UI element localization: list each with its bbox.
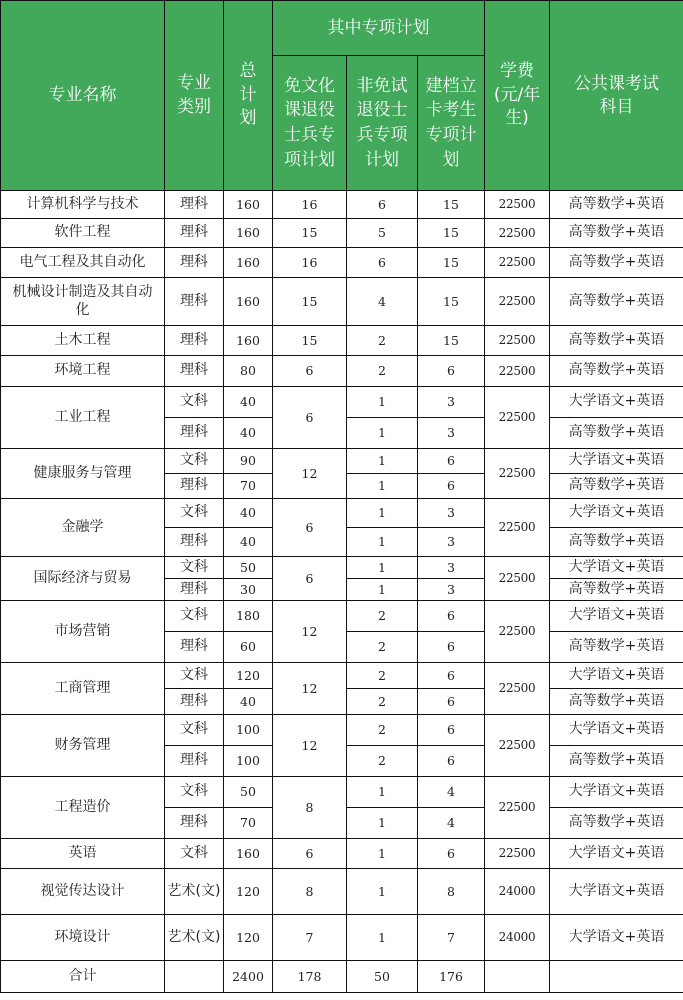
cell-major-name: 市场营销 — [1, 601, 165, 663]
cell-category: 文科 — [165, 601, 224, 632]
cell-category: 文科 — [165, 557, 224, 579]
cell-special-nonexempt-veterans: 4 — [347, 278, 418, 326]
cell-special-poverty-registered: 4 — [418, 808, 485, 839]
cell-major-name: 软件工程 — [1, 219, 165, 248]
cell-special-poverty-registered: 6 — [418, 839, 485, 869]
table-row — [1, 869, 683, 915]
cell-exam-subjects: 大学语文+英语 — [550, 777, 683, 808]
cell-exam-subjects: 大学语文+英语 — [550, 715, 683, 746]
cell-special-exempt-veterans: 6 — [273, 557, 347, 601]
cell-category: 艺术(文) — [165, 869, 224, 915]
cell-special-nonexempt-veterans: 1 — [347, 808, 418, 839]
cell-tuition: 22500 — [485, 278, 550, 326]
cell-exam-subjects: 高等数学+英语 — [550, 326, 683, 356]
cell-special-nonexempt-veterans: 1 — [347, 499, 418, 528]
table-row — [1, 219, 683, 248]
cell-special-poverty-registered: 6 — [418, 632, 485, 663]
cell-exam-subjects: 高等数学+英语 — [550, 219, 683, 248]
cell-special-poverty-registered: 6 — [418, 601, 485, 632]
header-special-poverty-registered: 建档立卡考生专项计划 — [418, 56, 485, 191]
cell-total-plan: 40 — [224, 689, 273, 715]
cell-exam-subjects: 高等数学+英语 — [550, 579, 683, 601]
cell-category: 理科 — [165, 808, 224, 839]
cell-total-plan: 180 — [224, 601, 273, 632]
cell-special-nonexempt-veterans: 1 — [347, 915, 418, 961]
cell-tuition: 22500 — [485, 356, 550, 387]
cell-total-plan: 40 — [224, 387, 273, 418]
cell-special-poverty-registered: 15 — [418, 248, 485, 278]
cell-exam-subjects: 高等数学+英语 — [550, 418, 683, 449]
cell-tuition: 24000 — [485, 915, 550, 961]
cell-total-plan: 120 — [224, 869, 273, 915]
cell-total-plan: 60 — [224, 632, 273, 663]
cell-totals-total-plan: 2400 — [224, 961, 273, 993]
cell-tuition: 22500 — [485, 326, 550, 356]
cell-exam-subjects: 大学语文+英语 — [550, 387, 683, 418]
cell-special-nonexempt-veterans: 1 — [347, 449, 418, 474]
cell-special-exempt-veterans: 16 — [273, 248, 347, 278]
cell-tuition: 22500 — [485, 777, 550, 839]
cell-special-poverty-registered: 7 — [418, 915, 485, 961]
cell-special-exempt-veterans: 6 — [273, 356, 347, 387]
table-row — [1, 449, 683, 474]
cell-special-poverty-registered: 3 — [418, 557, 485, 579]
totals-row — [1, 961, 683, 993]
cell-major-name: 工商管理 — [1, 663, 165, 715]
cell-exam-subjects: 高等数学+英语 — [550, 528, 683, 557]
cell-special-nonexempt-veterans: 1 — [347, 418, 418, 449]
cell-special-nonexempt-veterans: 1 — [347, 528, 418, 557]
cell-special-exempt-veterans: 12 — [273, 449, 347, 499]
cell-special-nonexempt-veterans: 2 — [347, 326, 418, 356]
cell-special-exempt-veterans: 12 — [273, 663, 347, 715]
cell-totals-special-1: 178 — [273, 961, 347, 993]
cell-special-poverty-registered: 15 — [418, 278, 485, 326]
cell-special-nonexempt-veterans: 5 — [347, 219, 418, 248]
cell-category: 理科 — [165, 689, 224, 715]
cell-category: 理科 — [165, 356, 224, 387]
cell-total-plan: 160 — [224, 248, 273, 278]
cell-category: 理科 — [165, 248, 224, 278]
cell-major-name: 财务管理 — [1, 715, 165, 777]
cell-special-poverty-registered: 6 — [418, 474, 485, 499]
cell-total-plan: 90 — [224, 449, 273, 474]
cell-total-plan: 50 — [224, 777, 273, 808]
cell-special-poverty-registered: 15 — [418, 219, 485, 248]
cell-special-poverty-registered: 3 — [418, 499, 485, 528]
cell-total-plan: 160 — [224, 191, 273, 219]
cell-major-name: 机械设计制造及其自动化 — [1, 278, 165, 326]
cell-category: 文科 — [165, 663, 224, 689]
cell-exam-subjects: 大学语文+英语 — [550, 663, 683, 689]
table-row — [1, 777, 683, 808]
table-row — [1, 557, 683, 579]
cell-special-exempt-veterans: 8 — [273, 777, 347, 839]
cell-special-nonexempt-veterans: 2 — [347, 746, 418, 777]
cell-special-exempt-veterans: 6 — [273, 839, 347, 869]
cell-tuition: 22500 — [485, 839, 550, 869]
cell-special-poverty-registered: 6 — [418, 746, 485, 777]
table-body — [1, 191, 683, 993]
cell-category: 文科 — [165, 387, 224, 418]
table-header — [1, 1, 683, 191]
cell-tuition: 22500 — [485, 387, 550, 449]
cell-special-poverty-registered: 15 — [418, 191, 485, 219]
cell-category: 文科 — [165, 449, 224, 474]
cell-special-exempt-veterans: 16 — [273, 191, 347, 219]
cell-special-exempt-veterans: 6 — [273, 387, 347, 449]
cell-special-nonexempt-veterans: 2 — [347, 715, 418, 746]
cell-special-nonexempt-veterans: 6 — [347, 191, 418, 219]
cell-total-plan: 160 — [224, 219, 273, 248]
header-special-nonexempt-veterans: 非免试退役士兵专项计划 — [347, 56, 418, 191]
cell-special-nonexempt-veterans: 1 — [347, 474, 418, 499]
cell-category: 理科 — [165, 278, 224, 326]
cell-total-plan: 120 — [224, 915, 273, 961]
cell-category: 文科 — [165, 499, 224, 528]
table-row — [1, 278, 683, 326]
cell-exam-subjects: 大学语文+英语 — [550, 869, 683, 915]
cell-special-poverty-registered: 4 — [418, 777, 485, 808]
cell-special-nonexempt-veterans: 1 — [347, 869, 418, 915]
cell-category: 理科 — [165, 579, 224, 601]
table-row — [1, 663, 683, 689]
header-exam-subjects: 公共课考试科目 — [550, 1, 683, 191]
cell-major-name: 计算机科学与技术 — [1, 191, 165, 219]
cell-special-nonexempt-veterans: 1 — [347, 387, 418, 418]
cell-special-poverty-registered: 6 — [418, 356, 485, 387]
cell-special-nonexempt-veterans: 2 — [347, 689, 418, 715]
cell-special-poverty-registered: 6 — [418, 663, 485, 689]
cell-special-nonexempt-veterans: 1 — [347, 839, 418, 869]
cell-exam-subjects: 大学语文+英语 — [550, 557, 683, 579]
cell-totals-label: 合计 — [1, 961, 165, 993]
table-row — [1, 601, 683, 632]
cell-major-name: 环境设计 — [1, 915, 165, 961]
cell-tuition: 22500 — [485, 219, 550, 248]
table-row — [1, 248, 683, 278]
cell-major-name: 金融学 — [1, 499, 165, 557]
table-row — [1, 356, 683, 387]
cell-total-plan: 50 — [224, 557, 273, 579]
cell-exam-subjects: 大学语文+英语 — [550, 449, 683, 474]
cell-tuition: 22500 — [485, 715, 550, 777]
cell-exam-subjects: 大学语文+英语 — [550, 601, 683, 632]
cell-exam-subjects: 大学语文+英语 — [550, 915, 683, 961]
cell-exam-subjects: 高等数学+英语 — [550, 632, 683, 663]
cell-special-poverty-registered: 15 — [418, 326, 485, 356]
cell-exam-subjects: 大学语文+英语 — [550, 499, 683, 528]
cell-tuition: 22500 — [485, 663, 550, 715]
cell-category: 理科 — [165, 746, 224, 777]
cell-major-name: 土木工程 — [1, 326, 165, 356]
header-total-plan: 总计划 — [224, 1, 273, 191]
table-row — [1, 191, 683, 219]
cell-total-plan: 40 — [224, 528, 273, 557]
cell-special-nonexempt-veterans: 1 — [347, 777, 418, 808]
table-row — [1, 499, 683, 528]
cell-major-name: 健康服务与管理 — [1, 449, 165, 499]
cell-special-poverty-registered: 3 — [418, 418, 485, 449]
cell-special-nonexempt-veterans: 1 — [347, 557, 418, 579]
cell-special-nonexempt-veterans: 6 — [347, 248, 418, 278]
cell-tuition: 22500 — [485, 557, 550, 601]
cell-total-plan: 120 — [224, 663, 273, 689]
table-row — [1, 326, 683, 356]
cell-total-plan: 70 — [224, 808, 273, 839]
cell-exam-subjects: 高等数学+英语 — [550, 808, 683, 839]
cell-special-poverty-registered: 3 — [418, 387, 485, 418]
cell-special-poverty-registered: 6 — [418, 449, 485, 474]
cell-category: 理科 — [165, 418, 224, 449]
cell-major-name: 国际经济与贸易 — [1, 557, 165, 601]
cell-special-exempt-veterans: 6 — [273, 499, 347, 557]
cell-category: 理科 — [165, 632, 224, 663]
cell-category: 理科 — [165, 191, 224, 219]
cell-tuition: 22500 — [485, 248, 550, 278]
cell-category: 理科 — [165, 326, 224, 356]
table-row — [1, 715, 683, 746]
cell-exam-subjects: 高等数学+英语 — [550, 356, 683, 387]
cell-total-plan: 40 — [224, 418, 273, 449]
cell-special-nonexempt-veterans: 2 — [347, 632, 418, 663]
cell-total-plan: 160 — [224, 278, 273, 326]
cell-total-plan: 100 — [224, 715, 273, 746]
cell-special-poverty-registered: 6 — [418, 715, 485, 746]
cell-tuition: 22500 — [485, 449, 550, 499]
cell-totals-category-empty — [165, 961, 224, 993]
cell-tuition: 22500 — [485, 499, 550, 557]
cell-major-name: 工业工程 — [1, 387, 165, 449]
cell-exam-subjects: 大学语文+英语 — [550, 839, 683, 869]
cell-special-nonexempt-veterans: 2 — [347, 601, 418, 632]
cell-total-plan: 100 — [224, 746, 273, 777]
cell-category: 理科 — [165, 219, 224, 248]
header-tuition: 学费(元/年生) — [485, 1, 550, 191]
cell-special-exempt-veterans: 15 — [273, 219, 347, 248]
cell-totals-special-3: 176 — [418, 961, 485, 993]
cell-category: 理科 — [165, 528, 224, 557]
cell-category: 文科 — [165, 715, 224, 746]
header-special-plan-group: 其中专项计划 — [273, 1, 485, 56]
cell-tuition: 22500 — [485, 601, 550, 663]
cell-major-name: 工程造价 — [1, 777, 165, 839]
cell-exam-subjects: 高等数学+英语 — [550, 278, 683, 326]
cell-total-plan: 80 — [224, 356, 273, 387]
cell-special-exempt-veterans: 12 — [273, 715, 347, 777]
cell-total-plan: 40 — [224, 499, 273, 528]
cell-major-name: 电气工程及其自动化 — [1, 248, 165, 278]
cell-exam-subjects: 高等数学+英语 — [550, 474, 683, 499]
cell-category: 理科 — [165, 474, 224, 499]
cell-major-name: 视觉传达设计 — [1, 869, 165, 915]
cell-total-plan: 30 — [224, 579, 273, 601]
table-row — [1, 387, 683, 418]
cell-exam-subjects: 高等数学+英语 — [550, 248, 683, 278]
cell-total-plan: 70 — [224, 474, 273, 499]
cell-special-nonexempt-veterans: 2 — [347, 663, 418, 689]
cell-special-poverty-registered: 3 — [418, 528, 485, 557]
table-row — [1, 915, 683, 961]
cell-category: 艺术(文) — [165, 915, 224, 961]
cell-exam-subjects: 高等数学+英语 — [550, 746, 683, 777]
cell-major-name: 英语 — [1, 839, 165, 869]
cell-totals-tuition-empty — [485, 961, 550, 993]
cell-total-plan: 160 — [224, 326, 273, 356]
header-special-exempt-veterans: 免文化课退役士兵专项计划 — [273, 56, 347, 191]
cell-special-poverty-registered: 6 — [418, 689, 485, 715]
cell-exam-subjects: 高等数学+英语 — [550, 689, 683, 715]
cell-special-exempt-veterans: 8 — [273, 869, 347, 915]
cell-totals-exam-empty — [550, 961, 683, 993]
cell-category: 文科 — [165, 839, 224, 869]
cell-special-poverty-registered: 3 — [418, 579, 485, 601]
cell-tuition: 22500 — [485, 191, 550, 219]
cell-tuition: 24000 — [485, 869, 550, 915]
cell-special-nonexempt-veterans: 1 — [347, 579, 418, 601]
cell-total-plan: 160 — [224, 839, 273, 869]
cell-special-exempt-veterans: 12 — [273, 601, 347, 663]
cell-special-exempt-veterans: 15 — [273, 326, 347, 356]
cell-special-exempt-veterans: 7 — [273, 915, 347, 961]
cell-major-name: 环境工程 — [1, 356, 165, 387]
cell-special-nonexempt-veterans: 2 — [347, 356, 418, 387]
cell-totals-special-2: 50 — [347, 961, 418, 993]
header-major-name: 专业名称 — [1, 1, 165, 191]
header-category: 专业类别 — [165, 1, 224, 191]
cell-special-exempt-veterans: 15 — [273, 278, 347, 326]
cell-category: 文科 — [165, 777, 224, 808]
table-row — [1, 839, 683, 869]
cell-special-poverty-registered: 8 — [418, 869, 485, 915]
cell-exam-subjects: 高等数学+英语 — [550, 191, 683, 219]
